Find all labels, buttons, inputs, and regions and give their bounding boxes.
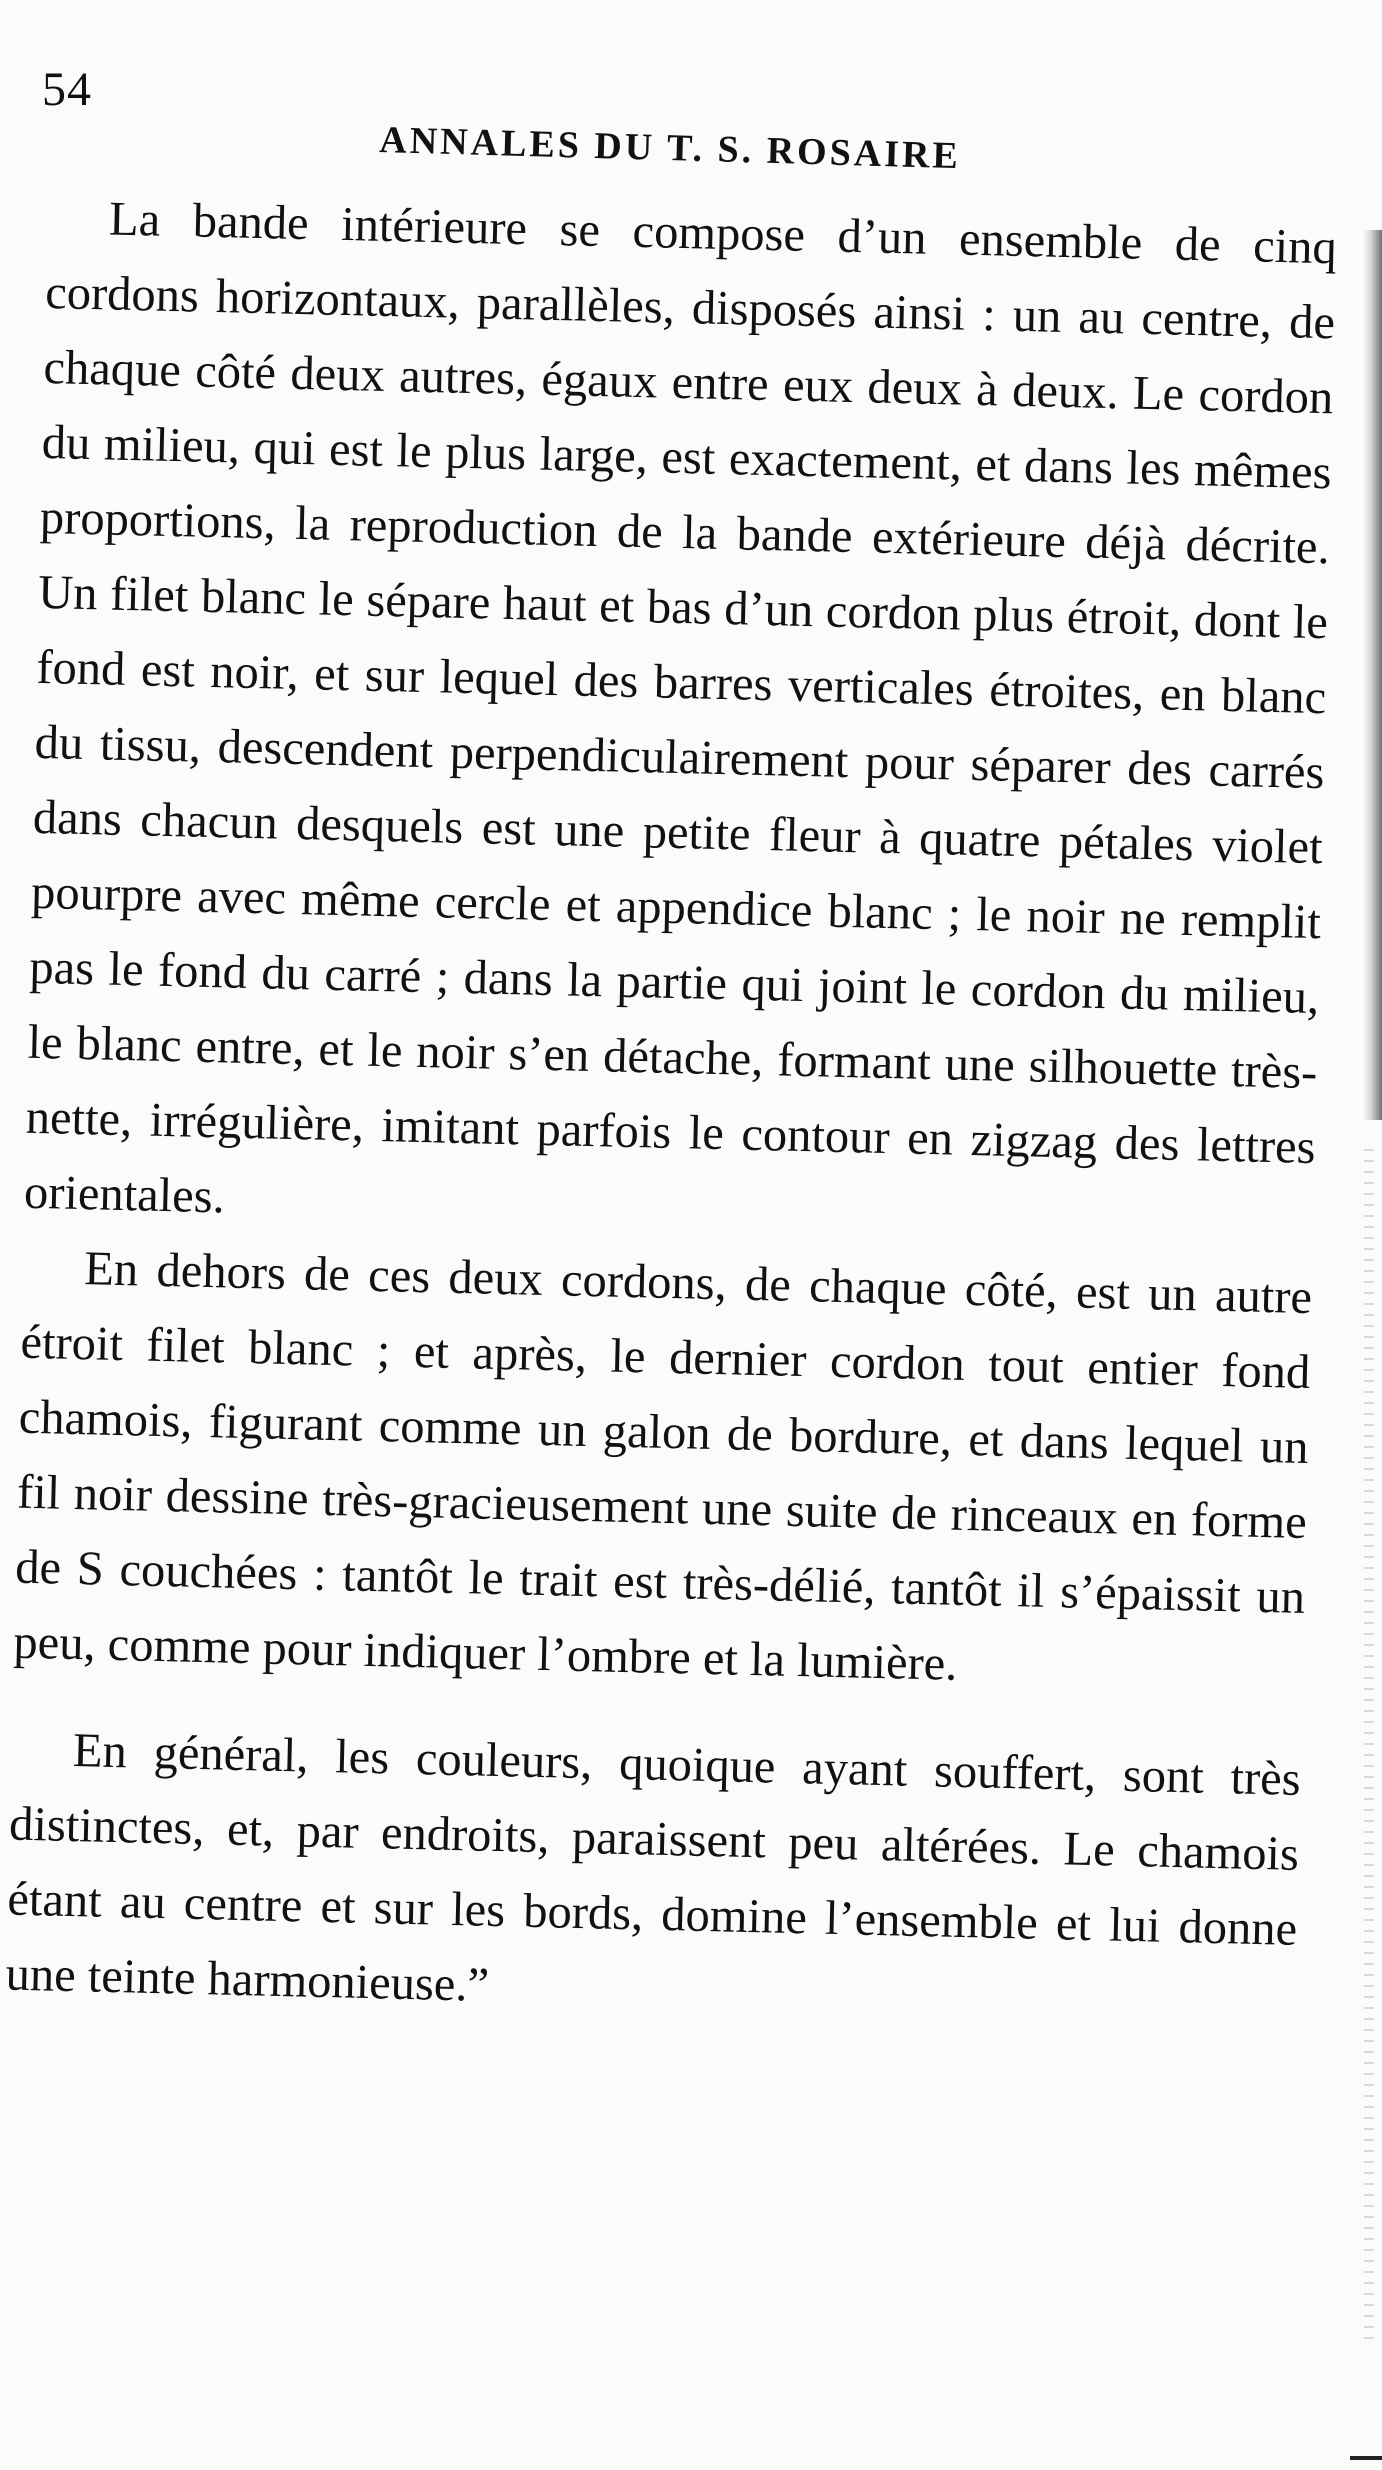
page-edge-speckle [1364, 1140, 1374, 2340]
page-edge-mark [1350, 2456, 1382, 2460]
paragraph-en-general: En général, les couleurs, quoique ayant souffert, sont très distinctes, et, par endroits, paraissent peu altérées. Le chamois étant au centre et sur les bords, domine l’ensemble et lui donne une teinte harmonieuse.” [5, 1724, 1302, 2012]
body-text [5, 180, 1338, 2042]
paragraph-bande-interieure: La bande intérieure se compose d’un ensemble de cinq cordons horizontaux, parallèles, disposés ainsi : un au centre, de chaque côté deux autres, égaux entre eux deux à deux. Le cordon du milieu, qui est le plus large, est exactement, et dans les mêmes proportions, la reproduction de la bande extérieure déjà décrite. Un filet blanc le sépare haut et bas d’un cordon plus étroit, dont le fond est noir, et sur lequel des barres verticales étroites, en blanc du tissu, descendent perpendiculairement pour séparer des carrés dans chacun desquels est une petite fleur à quatre pétales violet pourpre avec même cercle et appendice blanc ; le noir ne remplit pas le fond du carré ; dans la partie qui joint le cordon du milieu, le blanc entre, et le noir s’en détache, formant une silhouette très-nette, irrégulière, imitant parfois le contour en zigzag des lettres orientales. [23, 192, 1338, 1224]
page-edge-shadow [1362, 230, 1382, 1120]
page-number: 54 [42, 63, 92, 116]
running-title: ANNALES DU T. S. ROSAIRE [378, 118, 962, 178]
paragraph-en-dehors: En dehors de ces deux cordons, de chaque côté, est un autre étroit filet blanc ; et après, le dernier cordon tout entier fond chamois, figurant comme un galon de bordure, et dans lequel un fil noir dessine très-gracieusement une suite de rinceaux en forme de S couchées : tantôt le trait est très-délié, tantôt il s’épaissit un peu, comme pour indiquer l’ombre et la lumière. [12, 1242, 1313, 1691]
